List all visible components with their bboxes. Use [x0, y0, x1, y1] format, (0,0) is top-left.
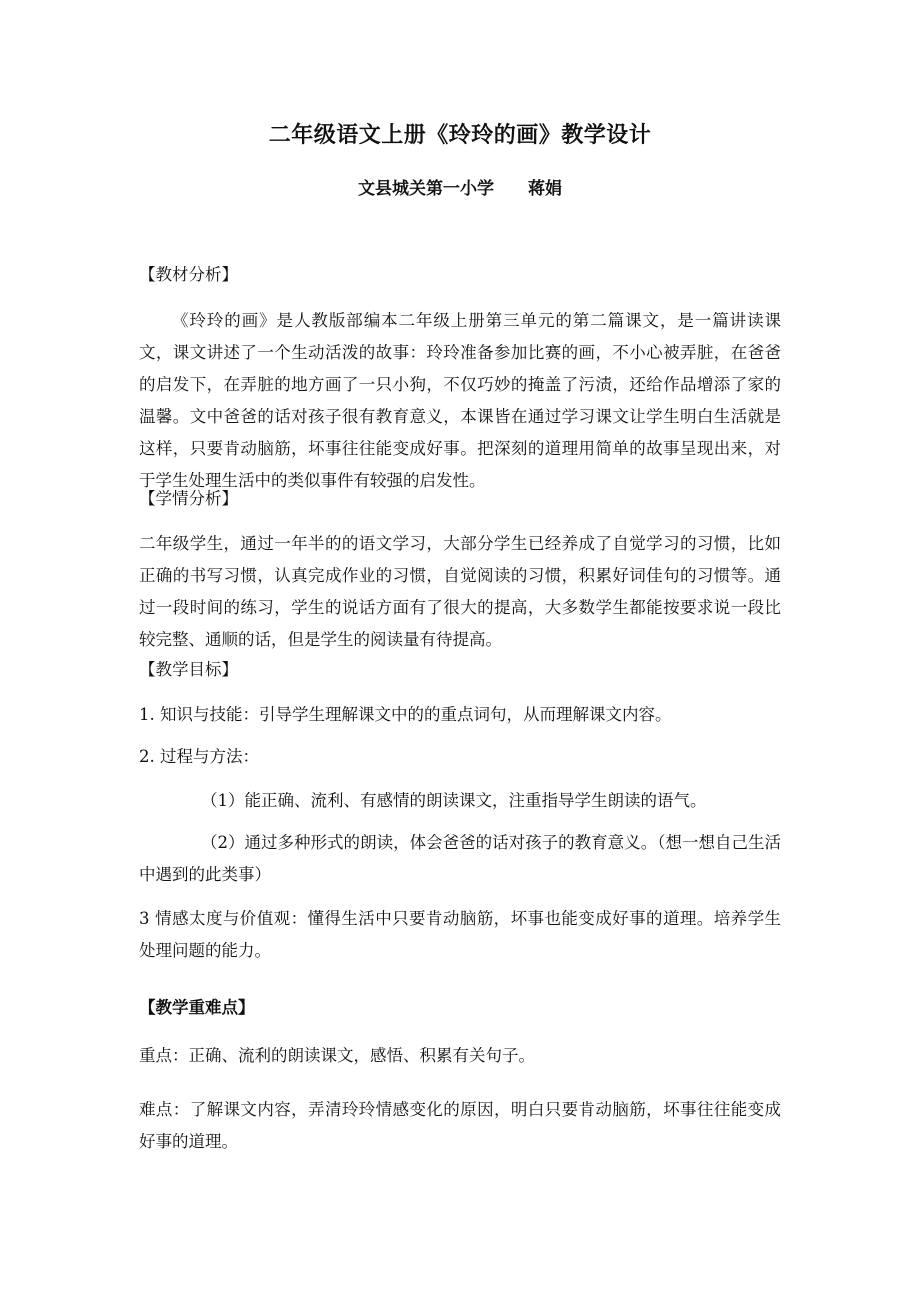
author-line: [0, 176, 920, 202]
goals-heading: 【教学目标】: [139, 660, 238, 679]
student-analysis-heading: 【学情分析】: [139, 489, 238, 508]
goal-item-2-sub-2: （2）通过多种形式的朗读，体会爸爸的话对孩子的教育意义。（想一想自己生活中遇到的此类事）: [139, 833, 781, 884]
key-points-heading: 【教学重难点】: [139, 998, 255, 1017]
school-name: 文县城关第一小学: [358, 179, 494, 199]
key-point-difficulty: 难点：了解课文内容，弄清玲玲情感变化的原因，明白只要肯动脑筋，坏事往往能变成好事的道理。: [139, 1100, 781, 1151]
student-analysis-body: 二年级学生，通过一年半的的语文学习，大部分学生已经养成了自觉学习的习惯，比如正确的书写习惯，认真完成作业的习惯，自觉阅读的习惯，积累好词佳句的习惯等。通过一段时间的练习，学生的说话方面有了很大的提高，大多数学生都能按要求说一段比较完整、通顺的话，但是学生的阅读量有待提高。: [139, 534, 781, 649]
goal-item-1: 1. 知识与技能：引导学生理解课文中的的重点词句，从而理解课文内容。: [139, 705, 672, 724]
document-title: 二年级语文上册《玲玲的画》教学设计: [268, 122, 652, 148]
key-point-focus: 重点：正确、流利的朗读课文，感悟、积累有关句子。: [139, 1046, 535, 1065]
author-name: 蒋娟: [528, 179, 562, 199]
material-analysis-heading: 【教材分析】: [139, 265, 238, 284]
goal-item-2: 2. 过程与方法：: [139, 747, 259, 766]
material-analysis-body: 《玲玲的画》是人教版部编本二年级上册第三单元的第二篇课文，是一篇讲读课文，课文讲述了一个生动活泼的故事：玲玲准备参加比赛的画，不小心被弄脏，在爸爸的启发下，在弄脏的地方画了一只小狗，不仅巧妙的掩盖了污渍，还给作品增添了家的温馨。文中爸爸的话对孩子很有教育意义，本课皆在通过学习课文让学生明白生活就是这样，只要肯动脑筋，坏事往往能变成好事。把深刻的道理用简单的故事呈现出来，对于学生处理生活中的类似事件有较强的启发性。: [139, 311, 781, 490]
goal-item-2-sub-1: （1）能正确、流利、有感情的朗读课文，注重指导学生朗读的语气。: [201, 791, 707, 810]
goal-item-3: 3 情感太度与价值观：懂得生活中只要肯动脑筋，坏事也能变成好事的道理。培养学生处理问题的能力。: [139, 909, 781, 960]
